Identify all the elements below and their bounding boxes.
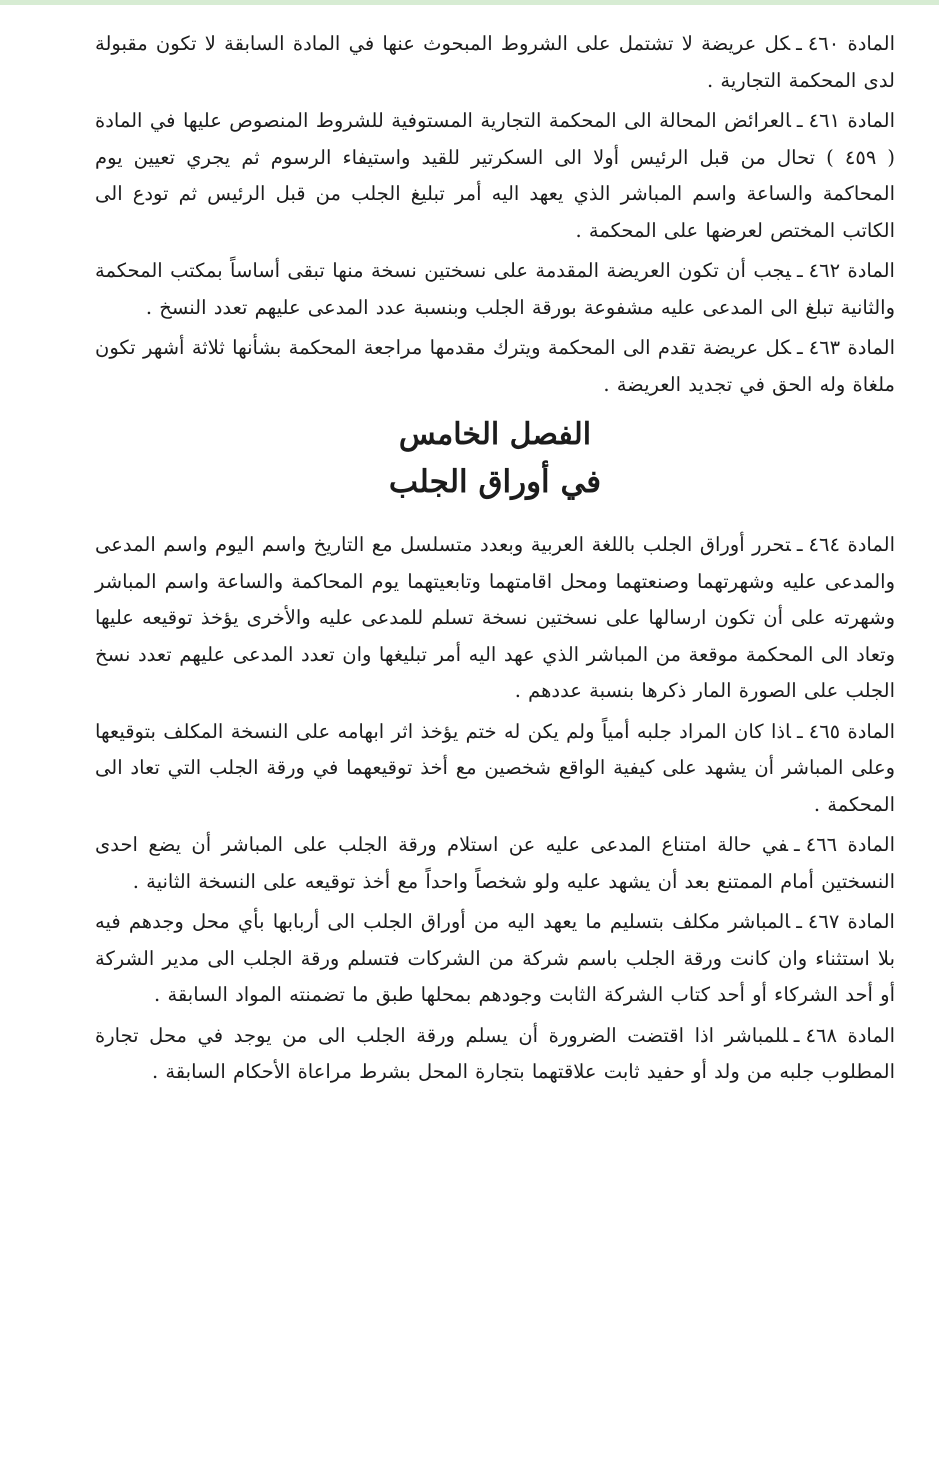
article-number: المادة ٤٦٤	[808, 533, 895, 556]
article-number: المادة ٤٦٧	[807, 910, 895, 933]
articles-before-chapter	[95, 26, 895, 403]
articles-after-chapter	[95, 527, 895, 1091]
article-text: المباشر مكلف بتسليم ما يعهد اليه من أوراق الجلب الى أربابها بأي محل وجدهم فيه بلا استثناء وان كانت ورقة الجلب باسم شركة من الشركات فتسلم ورقة الجلب الى مدير الشركة أو أحد الشركاء أو أحد كتاب الشركة الثابت وجودهم بمحلها طبق ما تضمنته المواد السابقة .	[95, 910, 895, 1006]
article-text: اذا كان المراد جلبه أمياً ولم يكن له ختم يؤخذ اثر ابهامه على النسخة المكلف بتوقيعها وعلى المباشر أن يشهد على كيفية الواقع شخصين مع أخذ توقيعهما في ورقة الجلب التي تعاد الى المحكمة .	[95, 719, 895, 816]
article-465: المادة ٤٦٥ـاذا كان المراد جلبه أمياً ولم يكن له ختم يؤخذ اثر ابهامه على النسخة المكلف بتوقيعها وعلى المباشر أن يشهد على كيفية الواقع شخصين مع أخذ توقيعهما في ورقة الجلب التي تعاد الى المحكمة .	[95, 719, 895, 816]
article-number: المادة ٤٦٨	[805, 1023, 895, 1047]
top-border-strip	[0, 0, 939, 5]
article-number: المادة ٤٦٦	[805, 833, 895, 856]
article-466: المادة ٤٦٦ـفي حالة امتناع المدعى عليه عن استلام ورقة الجلب على المباشر أن يضع احدى النسختين أمام الممتنع بعد أن يشهد عليه ولو شخصاً واحداً مع أخذ توقيعه على النسخة الثانية .	[95, 833, 895, 893]
article-text: يجب أن تكون العريضة المقدمة على نسختين نسخة منها تبقى أساساً بمكتب المحكمة والثانية تبلغ الى المدعى عليه مشفوعة بورقة الجلب وبنسبة عدد المدعى عليهم تعدد النسخ .	[95, 259, 895, 319]
article-461: المادة ٤٦١ـالعرائض المحالة الى المحكمة التجارية المستوفية للشروط المنصوص عليها في المادة ( ٤٥٩ ) تحال من قبل الرئيس أولا الى السكرتير للقيد واستيفاء الرسوم ثم يجري تعيين يوم المحاكمة والساعة واسم المباشر الذي يعهد اليه أمر تبليغ الجلب من قبل الرئيس ثم تودع الى الكاتب المختص لعرضها على المحكمة .	[95, 109, 895, 242]
article-text: للمباشر اذا اقتضت الضرورة أن يسلم ورقة الجلب الى من يوجد في محل تجارة المطلوب جلبه من ولد أو حفيد ثابت علاقتهما بتجارة المحل بشرط مراعاة الأحكام السابقة .	[95, 1023, 895, 1083]
article-text: العرائض المحالة الى المحكمة التجارية المستوفية للشروط المنصوص عليها في المادة ( ٤٥٩ ) تحال من قبل الرئيس أولا الى السكرتير للقيد واستيفاء الرسوم ثم يجري تعيين يوم المحاكمة والساعة واسم المباشر الذي يعهد اليه أمر تبليغ الجلب من قبل الرئيس ثم تودع الى الكاتب المختص لعرضها على المحكمة .	[95, 109, 895, 242]
article-467: المادة ٤٦٧ـالمباشر مكلف بتسليم ما يعهد اليه من أوراق الجلب الى أربابها بأي محل وجدهم فيه بلا استثناء وان كانت ورقة الجلب باسم شركة من الشركات فتسلم ورقة الجلب الى مدير الشركة أو أحد الشركاء أو أحد كتاب الشركة الثابت وجودهم بمحلها طبق ما تضمنته المواد السابقة .	[95, 910, 895, 1006]
article-text: تحرر أوراق الجلب باللغة العربية وبعدد متسلسل مع التاريخ واسم اليوم واسم المدعى والمدعى عليه وشهرتهما وصنعتهما ومحل اقامتهما وتابعيتهما يوم المحاكمة والساعة واسم المباشر وشهرته على أن تكون ارسالها على نسختين نسخة تسلم للمدعى عليه والأخرى يؤخذ توقيعه عليها وتعاد الى المحكمة موقعة من المباشر الذي عهد اليه أمر تبليغها وان تعدد المدعى عليهم تعدد نسخ الجلب على الصورة المار ذكرها بنسبة عددهم .	[95, 533, 895, 702]
article-460: المادة ٤٦٠ـكل عريضة لا تشتمل على الشروط المبحوث عنها في المادة السابقة لا تكون مقبولة لدى المحكمة التجارية .	[95, 32, 895, 92]
article-text: كل عريضة تقدم الى المحكمة ويترك مقدمها مراجعة المحكمة بشأنها ثلاثة أشهر تكون ملغاة وله الحق في تجديد العريضة .	[95, 336, 895, 396]
article-number: المادة ٤٦٥	[808, 719, 895, 743]
article-468: المادة ٤٦٨ـللمباشر اذا اقتضت الضرورة أن يسلم ورقة الجلب الى من يوجد في محل تجارة المطلوب جلبه من ولد أو حفيد ثابت علاقتهما بتجارة المحل بشرط مراعاة الأحكام السابقة .	[95, 1023, 895, 1083]
article-number: المادة ٤٦١	[808, 109, 895, 132]
article-number: المادة ٤٦٣	[808, 336, 895, 359]
article-462: المادة ٤٦٢ـيجب أن تكون العريضة المقدمة على نسختين نسخة منها تبقى أساساً بمكتب المحكمة والثانية تبلغ الى المدعى عليه مشفوعة بورقة الجلب وبنسبة عدد المدعى عليهم تعدد النسخ .	[95, 259, 895, 319]
chapter-title: الفصل الخامس	[398, 417, 592, 452]
article-number: المادة ٤٦٢	[808, 259, 895, 282]
document-page	[95, 26, 895, 1095]
article-text: كل عريضة لا تشتمل على الشروط المبحوث عنها في المادة السابقة لا تكون مقبولة لدى المحكمة التجارية .	[95, 32, 895, 92]
article-number: المادة ٤٦٠	[807, 32, 895, 55]
article-text: في حالة امتناع المدعى عليه عن استلام ورقة الجلب على المباشر أن يضع احدى النسختين أمام الممتنع بعد أن يشهد عليه ولو شخصاً واحداً مع أخذ توقيعه على النسخة الثانية .	[95, 833, 895, 893]
article-464: المادة ٤٦٤ـتحرر أوراق الجلب باللغة العربية وبعدد متسلسل مع التاريخ واسم اليوم واسم المدعى والمدعى عليه وشهرتهما وصنعتهما ومحل اقامتهما وتابعيتهما يوم المحاكمة والساعة واسم المباشر وشهرته على أن تكون ارسالها على نسختين نسخة تسلم للمدعى عليه والأخرى يؤخذ توقيعه عليها وتعاد الى المحكمة موقعة من المباشر الذي عهد اليه أمر تبليغها وان تعدد المدعى عليهم تعدد نسخ الجلب على الصورة المار ذكرها بنسبة عددهم .	[95, 533, 895, 702]
chapter-subtitle: في أوراق الجلب	[388, 464, 602, 500]
article-463: المادة ٤٦٣ـكل عريضة تقدم الى المحكمة ويترك مقدمها مراجعة المحكمة بشأنها ثلاثة أشهر تكون ملغاة وله الحق في تجديد العريضة .	[95, 336, 895, 396]
